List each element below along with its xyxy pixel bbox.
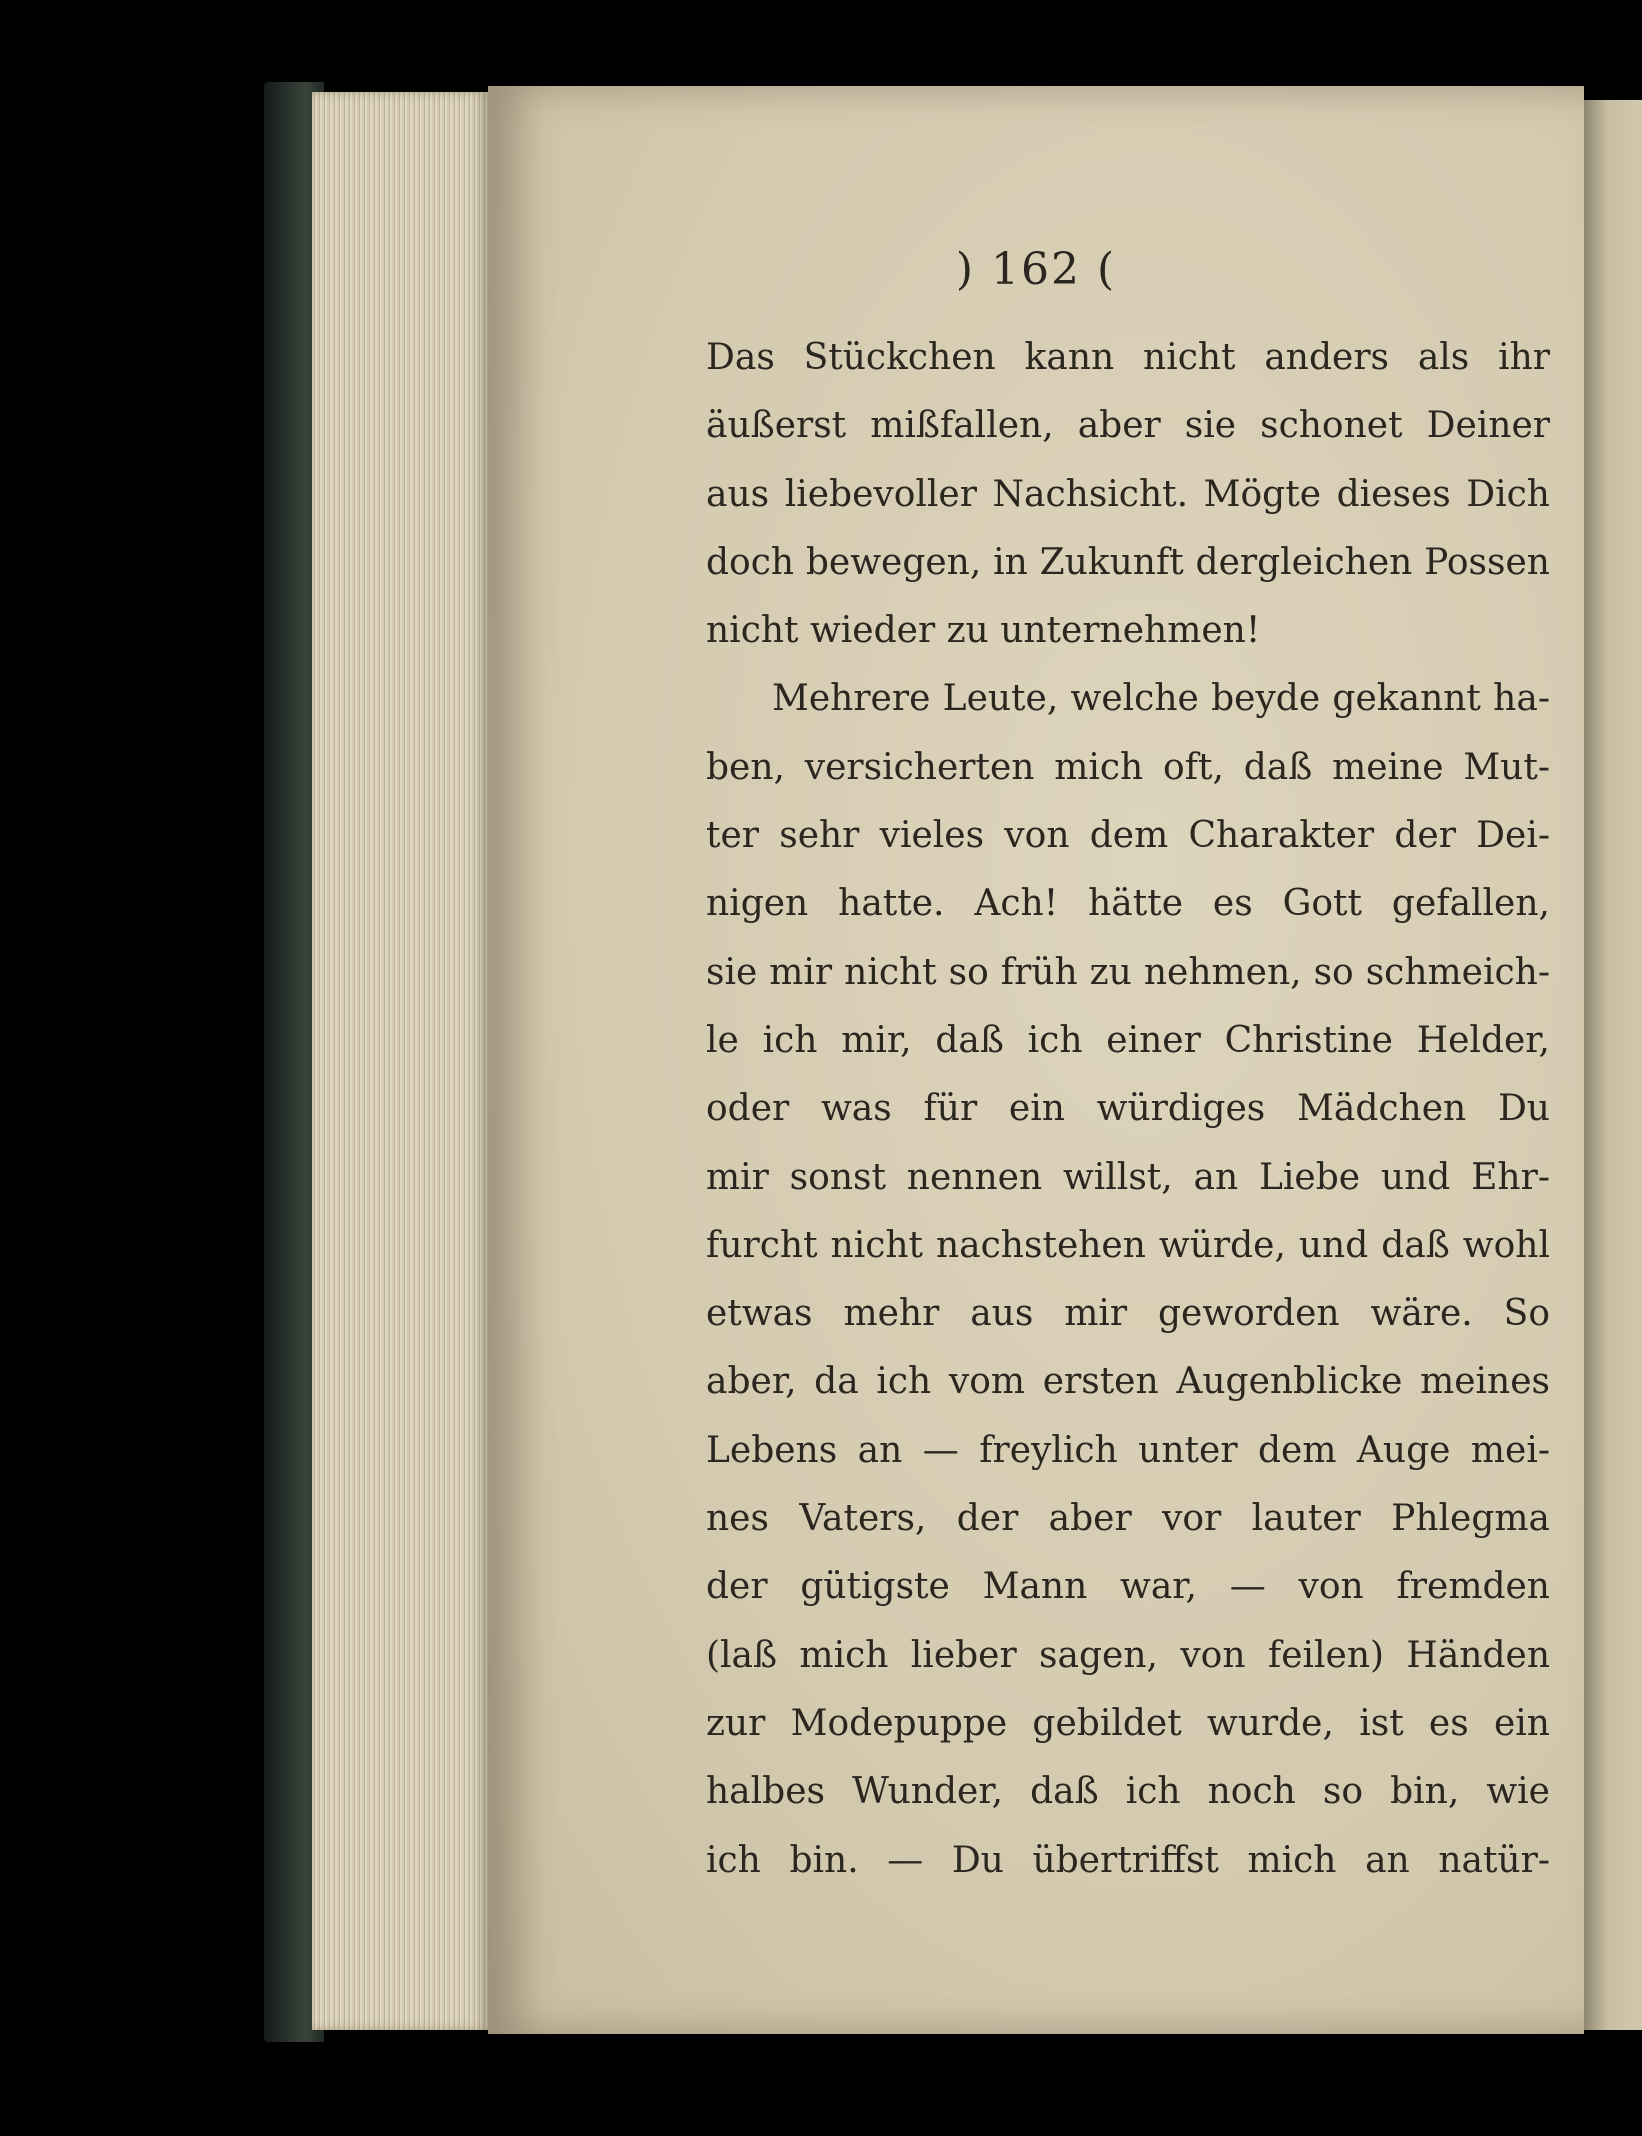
- text-line: (laß mich lieber sagen, von feilen) Händen: [706, 1634, 1550, 1676]
- text-line: äußerst mißfallen, aber sie schonet Deiner: [706, 405, 1550, 447]
- text-line: oder was für ein würdiges Mädchen Du: [706, 1088, 1550, 1130]
- page-number: ) 162 (: [955, 244, 1117, 295]
- text-line: halbes Wunder, daß ich noch so bin, wie: [706, 1771, 1550, 1813]
- text-line: Lebens an — freylich unter dem Auge mei-: [706, 1429, 1550, 1471]
- text-line: ter sehr vieles von dem Charakter der Dei-: [706, 815, 1550, 857]
- text-line: le ich mir, daß ich einer Christine Helder,: [706, 1019, 1550, 1061]
- text-line: aus liebevoller Nachsicht. Mögte dieses Dich: [706, 473, 1550, 515]
- text-line: mir sonst nennen willst, an Liebe und Ehr-: [706, 1156, 1550, 1198]
- text-line: Mehrere Leute, welche beyde gekannt ha-: [772, 678, 1550, 720]
- text-line: nes Vaters, der aber vor lauter Phlegma: [706, 1498, 1550, 1540]
- page-block-edges: [312, 92, 488, 2030]
- text-line: aber, da ich vom ersten Augenblicke meines: [706, 1361, 1550, 1403]
- text-line: nicht wieder zu unternehmen!: [706, 610, 1261, 652]
- text-line: ben, versicherten mich oft, daß meine Mut-: [706, 746, 1550, 788]
- page-text: [706, 324, 1550, 1895]
- text-line: doch bewegen, in Zukunft dergleichen Possen: [706, 541, 1550, 583]
- text-line: ich bin. — Du übertriffst mich an natür-: [706, 1839, 1550, 1881]
- text-line: Das Stückchen kann nicht anders als ihr: [706, 337, 1550, 378]
- text-line: nigen hatte. Ach! hätte es Gott gefallen,: [706, 883, 1550, 925]
- text-line: furcht nicht nachstehen würde, und daß wohl: [706, 1224, 1550, 1266]
- text-line: sie mir nicht so früh zu nehmen, so schmeich-: [706, 951, 1550, 993]
- text-line: etwas mehr aus mir geworden wäre. So: [706, 1293, 1550, 1335]
- text-line: zur Modepuppe gebildet wurde, ist es ein: [706, 1702, 1550, 1744]
- text-line: der gütigste Mann war, — von fremden: [706, 1566, 1550, 1608]
- facing-page-edge: [1584, 100, 1642, 2030]
- book-page: [488, 86, 1584, 2034]
